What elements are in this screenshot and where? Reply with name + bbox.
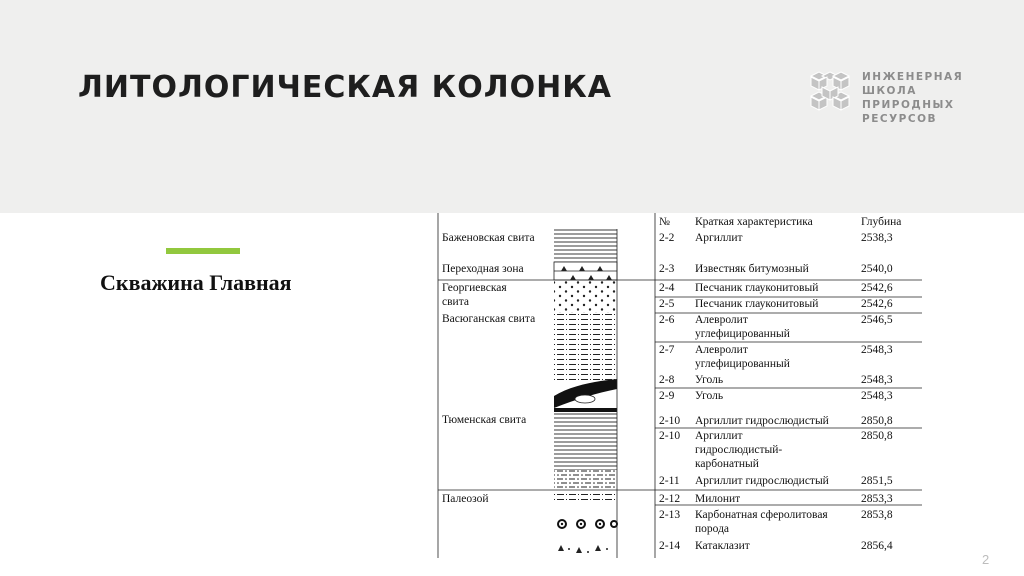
sample-description: Уголь — [695, 390, 724, 402]
sample-depth: 2540,0 — [861, 263, 893, 275]
sample-depth: 2850,8 — [861, 430, 893, 442]
sample-depth: 2851,5 — [861, 475, 893, 487]
logo-line: ШКОЛА ПРИРОДНЫХ — [862, 85, 955, 111]
sample-description: Уголь — [695, 374, 724, 386]
logo-line: ИНЖЕНЕРНАЯ — [862, 71, 964, 83]
sample-depth: 2548,3 — [861, 374, 893, 386]
cube-logo-icon — [808, 70, 852, 112]
sample-depth: 2548,3 — [861, 390, 893, 402]
formation-label: Переходная зона — [442, 263, 524, 275]
accent-bar — [166, 248, 240, 254]
formation-labels — [442, 232, 535, 505]
sample-description: Аргиллит — [695, 430, 743, 442]
sample-depth: 2538,3 — [861, 232, 893, 244]
sample-number: 2-6 — [659, 314, 675, 326]
sample-description: порода — [695, 523, 730, 535]
header-description: Краткая характеристика — [695, 216, 813, 228]
formation-label: Георгиевская — [442, 282, 507, 294]
formation-label: Палеозой — [442, 493, 489, 505]
sample-number: 2-8 — [659, 374, 675, 386]
lithology-graphic — [554, 229, 617, 558]
sample-number: 2-12 — [659, 493, 681, 505]
sample-number: 2-9 — [659, 390, 675, 402]
sample-description: Милонит — [695, 493, 741, 505]
sample-number: 2-7 — [659, 344, 675, 356]
sample-description: углефицированный — [695, 358, 790, 370]
sample-depth: 2853,8 — [861, 509, 893, 521]
sample-number: 2-3 — [659, 263, 675, 275]
sample-depth: 2542,6 — [861, 298, 893, 310]
well-name: Скважина Главная — [100, 270, 292, 295]
sample-description: Аргиллит гидрослюдистый — [695, 475, 829, 487]
lithology-column — [437, 213, 922, 558]
slide-number: 2 — [982, 552, 990, 567]
sample-description: Алевролит — [695, 344, 748, 356]
sample-description: гидрослюдистый- — [695, 444, 783, 456]
formation-label: Васюганская свита — [442, 313, 536, 325]
formation-label: Баженовская свита — [442, 232, 535, 244]
sample-depth: 2542,6 — [861, 282, 893, 294]
page-title: ЛИТОЛОГИЧЕСКАЯ КОЛОНКА — [78, 70, 612, 105]
logo-line: РЕСУРСОВ — [862, 113, 937, 125]
sample-number: 2-14 — [659, 540, 681, 552]
sample-number: 2-10 — [659, 430, 681, 442]
sample-description: Песчаник глауконитовый — [695, 282, 819, 294]
sample-number: 2-11 — [659, 475, 680, 487]
header-depth: Глубина — [861, 216, 902, 228]
sample-depth: 2546,5 — [861, 314, 893, 326]
sample-number: 2-13 — [659, 509, 681, 521]
sample-description: Аргиллит — [695, 232, 743, 244]
sample-number: 2-10 — [659, 415, 681, 427]
sample-description: Известняк битумозный — [695, 263, 809, 275]
school-logo — [808, 70, 1008, 125]
sample-number: 2-4 — [659, 282, 675, 294]
sample-number: 2-5 — [659, 298, 675, 310]
header-number: № — [659, 216, 670, 228]
sample-description: Алевролит — [695, 314, 748, 326]
sample-description: Карбонатная сферолитовая — [695, 509, 828, 521]
formation-label: свита — [442, 296, 469, 308]
sample-description: Песчаник глауконитовый — [695, 298, 819, 310]
sample-description: углефицированный — [695, 328, 790, 340]
sample-description: карбонатный — [695, 458, 759, 470]
formation-label: Тюменская свита — [442, 414, 527, 426]
sample-depth: 2548,3 — [861, 344, 893, 356]
sample-depth: 2853,3 — [861, 493, 893, 505]
sample-description: Катаклазит — [695, 540, 750, 552]
sample-number: 2-2 — [659, 232, 675, 244]
sample-depth: 2856,4 — [861, 540, 893, 552]
sample-depth: 2850,8 — [861, 415, 893, 427]
sample-description: Аргиллит гидрослюдистый — [695, 415, 829, 427]
